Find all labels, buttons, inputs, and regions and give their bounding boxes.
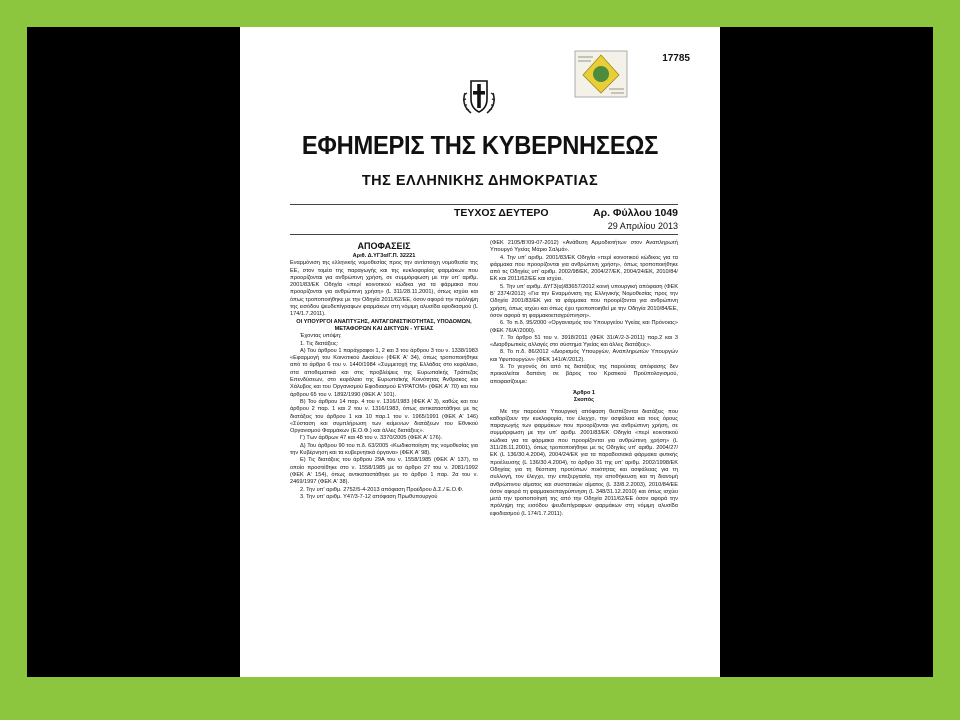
- header-rule-bottom: [290, 234, 678, 235]
- right-column-paragraph: Σκοπός: [573, 397, 595, 404]
- left-column-paragraph: Έχοντας υπόψη:: [300, 333, 342, 340]
- right-column-paragraph: (ΦΕΚ 2105/Β'/09-07-2012) «Ανάθεση Αρμοδιοτήτων στον Αναπληρωτή Υπουργό Υγείας Μάριο Σαλμά».: [490, 240, 678, 254]
- sheet-number: Αρ. Φύλλου 1049: [593, 207, 678, 219]
- left-column-paragraph: 3. Την υπ' αριθμ. Υ47/3-7-12 απόφαση Πρωθυπουργού: [300, 493, 438, 500]
- right-column-paragraph: 5. Την υπ' αριθμ. ΔΥΓ3(α)/83657/2012 κοινή υπουργική απόφαση (ΦΕΚ Β' 2374/2012) «Για την Εναρμόνιση της Ελληνικής Νομοθεσίας προς την Οδηγία 2001/83/ΕΚ για τα φάρμακα που προορίζονται για ανθρώπινη χρήση, όπως ισχύει και όπως έχει τροποποιηθεί με την Οδηγία 2010/84/ΕΕ, όσον αφορά τη φαρμακοεπαγρύπνηση».: [490, 283, 678, 319]
- right-column-paragraph: 4. Την υπ' αριθμ. 2001/83/ΕΚ Οδηγία «περί κοινοτικού κώδικος για τα φάρμακα που προορίζονται για ανθρώπινη χρήση», όπως τροποποιήθηκε από τις Οδηγίες υπ' αριθμ. 2002/98/ΕΚ, 2004/27/ΕΚ, 2004/24/ΕΚ, 2010/84/ΕΚ και 2011/62/ΕΕ και ισχύει.: [490, 254, 678, 283]
- masthead-title: ΕΦΗΜΕΡΙΣ ΤΗΣ ΚΥΒΕΡΝΗΣΕΩΣ: [301, 132, 659, 160]
- left-column-paragraph: ΑΠΟΦΑΣΕΙΣ: [357, 241, 411, 251]
- left-column-paragraph: Ε) Τις διατάξεις του άρθρου 29Α του ν. 1558/1985 (ΦΕΚ Α' 137), το οποίο προστέθηκε στο ν. 1558/1985 με το άρθρο 27 του ν. 2081/1992 (ΦΕΚ Α' 154), όπως αντικαταστάθηκε με το άρθρο 1 παρ. 2α του ν. 2469/1997 (ΦΕΚ Α' 38).: [290, 457, 478, 486]
- left-column-paragraph: 2. Την υπ' αριθμ. 2752/5-4-2013 απόφαση Προέδρου Δ.Σ./ Ε.Ο.Φ.: [300, 486, 464, 493]
- right-column-paragraph: 7. Το άρθρο 51 του ν. 3918/2011 (ΦΕΚ 31/Α'/2-3-2011) παρ.2 και 3 «Διαρθρωτικές αλλαγές στο σύστημα Υγείας και άλλες διατάξεις».: [490, 334, 678, 349]
- document-page: [240, 27, 720, 677]
- right-column-paragraph: 9. Το γεγονός ότι από τις διατάξεις της παρούσας απόφασης δεν προκαλείται δαπάνη σε βάρος του Κρατικού Προϋπολογισμού, αποφασίζουμε:: [490, 364, 678, 385]
- page-number: 17785: [662, 53, 690, 64]
- left-column-paragraph: Δ) Του άρθρου 90 του π.δ. 63/2005 «Κωδικοποίηση της νομοθεσίας για την Κυβέρνηση και τα κυβερνητικά όργανα» (ΦΕΚ Α' 98).: [290, 442, 478, 457]
- issue-label: ΤΕΥΧΟΣ ΔΕΥΤΕΡΟ: [454, 207, 549, 219]
- header-rule: [290, 204, 678, 205]
- right-column-paragraph: Άρθρο 1: [572, 389, 596, 396]
- right-column-paragraph: Με την παρούσα Υπουργική απόφαση θεσπίζονται διατάξεις που καθορίζουν την κυκλοφορία, τον έλεγχο, την ασφάλεια και τους όρους παραγωγής των φαρμάκων που προορίζονται για ανθρώπινη χρήση, σε συμμόρφωση με την υπ' αριθμ. 2001/83/ΕΚ Οδηγία «περί κοινοτικού κώδικα για τα φάρμακα που προορίζονται για ανθρώπινη χρήση» (L 311/28.11.2001), όπως τροποποιήθηκε με τις Οδηγίες υπ' αριθμ. 2004/27/ΕΚ (L 136/30.4.2004), 2004/24/ΕΚ για τα παραδοσιακά φάρμακα φυτικής προέλευσης (L 136/30.4.2004), το άρθρο 31 της υπ' αριθμ. 2002/1998/ΕΚ Οδηγίας για τη θέσπιση προτύπων ποιότητας και ασφάλειας για τη συλλογή, τον έλεγχο, την επεξεργασία, την αποθήκευση και τη διανομή ανθρώπινου αίματος και συστατικών αίματος (L 33/8.2.2003), 2010/84/ΕΕ όσον αφορά τη φαρμακοεπαγρύπνηση (L 348/31.12.2010) και όπως ισχύει μετά την τροποποίησή της από την Οδηγία 2011/62/ΕΕ όσον αφορά την πρόληψη της εισόδου ψευδεπίγραφων φαρμάκων στη νόμιμη αλυσίδα εφοδιασμού (L 174/1.7.2011).: [490, 408, 678, 517]
- masthead-subtitle: ΤΗΣ ΕΛΛΗΝΙΚΗΣ ΔΗΜΟΚΡΑΤΙΑΣ: [361, 173, 599, 189]
- right-column-paragraph: 6. Το π.δ. 95/2000 «Οργανισμός του Υπουργείου Υγείας και Πρόνοιας» (ΦΕΚ 76/Α'/2000).: [490, 320, 678, 334]
- left-column-paragraph: Γ) Των άρθρων 47 και 48 του ν. 3370/2005 (ΦΕΚ Α' 176).: [300, 435, 443, 442]
- publisher-stamp-icon: [573, 49, 629, 99]
- left-column-paragraph: Α) Του άρθρου 1 παράγραφοι 1, 2 και 3 του άρθρου 3 του ν. 1338/1983 «Εφαρμογή του Κοινοτικού Δικαίου» (ΦΕΚ Α' 34), όπως τροποποιήθηκε από το άρθρο 6 του ν. 1440/1984 «Συμμετοχή της Ελλάδας στο κεφάλαιο, στα αποθεματικά και στις προβλέψεις της Ευρωπαϊκής Τράπεζας Επενδύσεων, στο κεφάλαιο της Ευρωπαϊκής Κοινότητας Άνθρακος και Χάλυβος και του Οργανισμού Εφοδιασμού ΕΥΡΑΤΟΜ» (ΦΕΚ Α' 70) και του άρθρου 65 του ν. 1892/1990 (ΦΕΚ Α' 101).: [290, 347, 478, 398]
- issue-date: 29 Απριλίου 2013: [607, 221, 678, 231]
- left-column-paragraph: ΟΙ ΥΠΟΥΡΓΟΙ ΑΝΑΠΤΥΞΗΣ, ΑΝΤΑΓΩΝΙΣΤΙΚΟΤΗΤΑΣ, ΥΠΟΔΟΜΩΝ, ΜΕΤΑΦΟΡΩΝ ΚΑΙ ΔΙΚΤΥΩΝ - ΥΓΕΙΑΣ: [296, 318, 472, 332]
- left-column-paragraph: Εναρμόνιση της ελληνικής νομοθεσίας προς την αντίστοιχη νομοθεσία της ΕΕ, στον τομέα της παραγωγής και της κυκλοφορίας φαρμάκων που προορίζονται για ανθρώπινη χρήση, σε συμμόρφωση με την υπ' αριθμ. 2001/83/ΕΚ Οδηγία «περί κοινοτικού κώδικα για τα φάρμακα που προορίζονται για ανθρώπινη χρήση» (L 311/28.11.2001), όπως ισχύει και όπως τροποποιήθηκε με την Οδηγία 2011/62/ΕΕ, όσον αφορά την πρόληψη της εισόδου ψευδεπίγραφων φαρμάκων στη νόμιμη αλυσίδα εφοδιασμού (L 174/1.7.2011).: [290, 260, 478, 318]
- left-column-paragraph: 1. Τις διατάξεις:: [300, 340, 339, 347]
- left-text-column: [290, 240, 478, 501]
- right-column-paragraph: 8. Το π.δ. 86/2012 «Διορισμός Υπουργών, Αναπληρωτών Υπουργών και Υφυπουργών» (ΦΕΚ 141/Α'/2012).: [490, 349, 678, 363]
- coat-of-arms-icon: [459, 75, 499, 117]
- right-text-column: [490, 240, 678, 518]
- left-column-paragraph: Β) Του άρθρου 14 παρ. 4 του ν. 1316/1983 (ΦΕΚ Α' 3), καθώς και του άρθρου 2 παρ. 1 και 2 του ν. 1316/1983, όπως αντικαταστάθηκε με τις διατάξεις του άρθρου 1 και 10 παρ.1 του ν. 1965/1991 (ΦΕΚ Α' 146) «Σύσταση και συμπλήρωση των κείμενων διατάξεων του Εθνικού Οργανισμού Φαρμάκων (Ε.Ο.Φ.) και άλλες διατάξεις».: [290, 398, 478, 435]
- left-column-paragraph: Αριθ. Δ.ΥΓ3α/Γ.Π. 32221: [352, 253, 416, 259]
